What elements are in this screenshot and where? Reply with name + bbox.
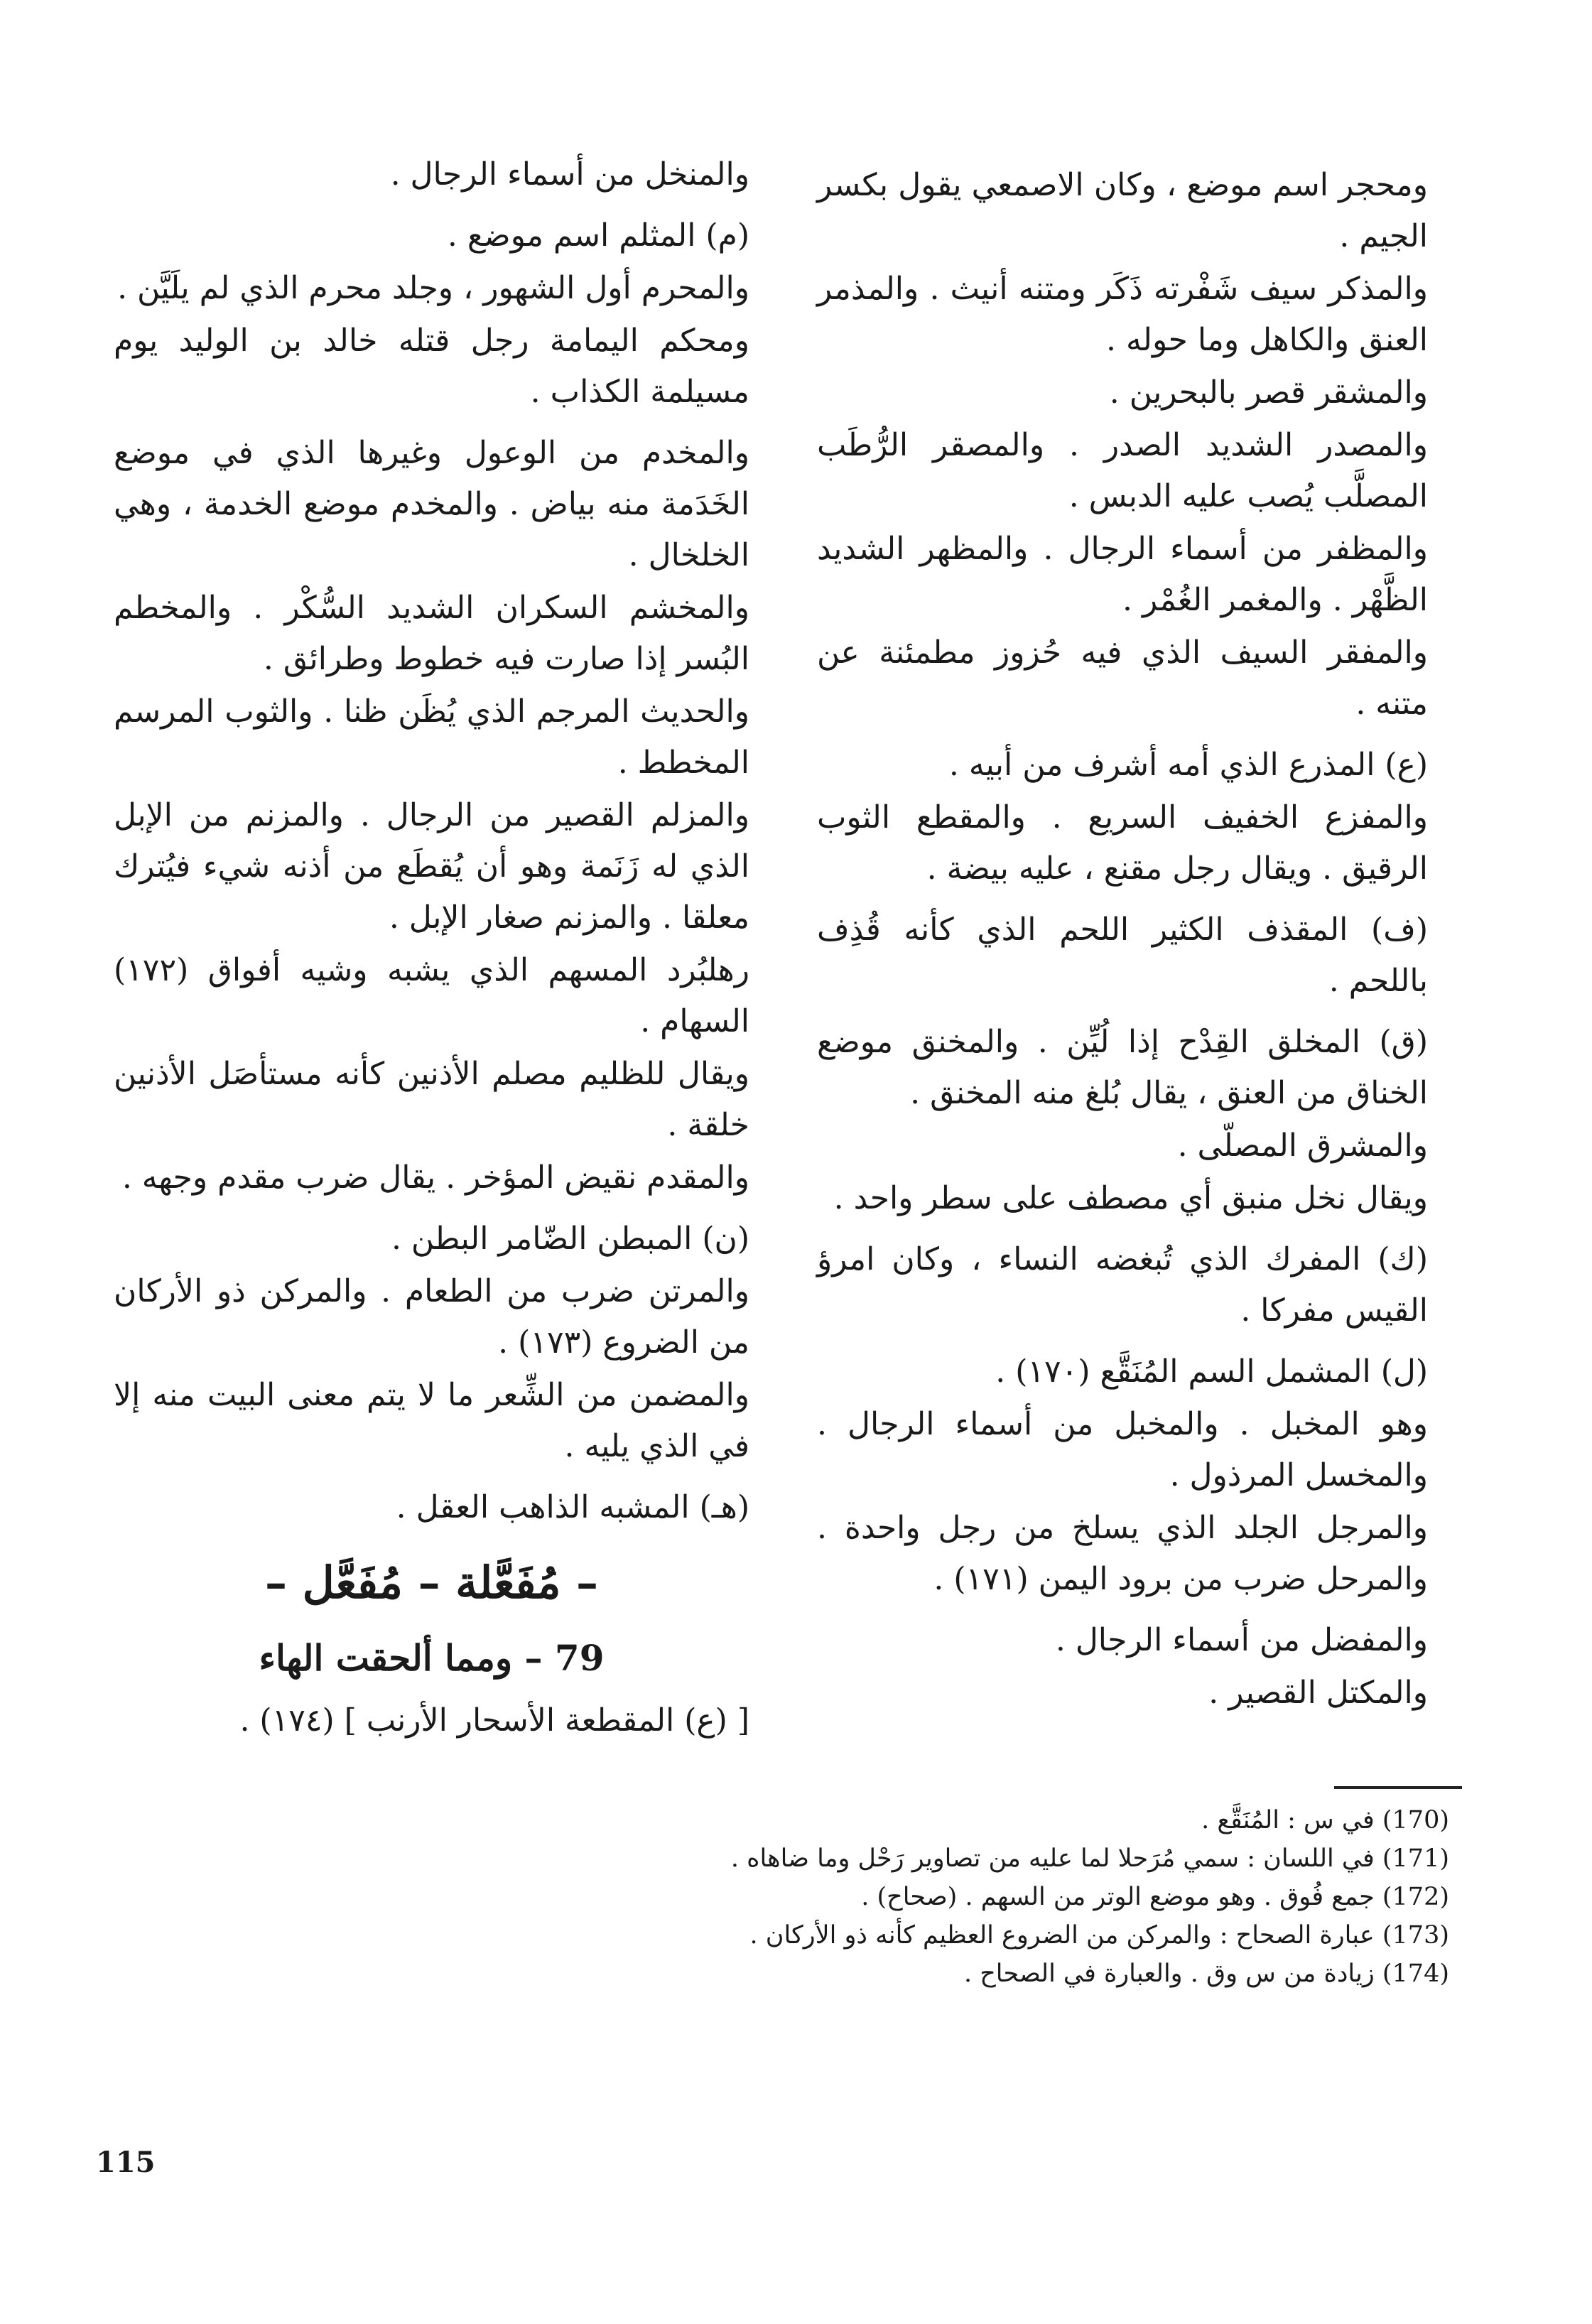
footnote: (173) عبارة الصحاح : والمركن من الضروع العظيم كأنه ذو الأركان .	[749, 1921, 1449, 1950]
section-entry: [ (ع) المقطعة الأسحار الأرنب ] (١٧٤) .	[239, 1702, 749, 1739]
paragraph: (ف) المقذف الكثير اللحم الذي كأنه قُذِف باللحم .	[817, 912, 1428, 999]
footnote-divider	[1334, 1786, 1462, 1789]
paragraph: (م) المثلم اسم موضع .	[447, 217, 749, 254]
paragraph: والمكتل القصير .	[1208, 1675, 1428, 1711]
paragraph: رهلبُرد المسهم الذي يشبه وشيه أفواق (١٧٢) السهام .	[114, 952, 749, 1039]
paragraph: والمنخل من أسماء الرجال .	[390, 156, 749, 193]
section-subheading: 79 – ومما ألحقت الهاء	[259, 1637, 605, 1679]
paragraph: ومحجر اسم موضع ، وكان الاصمعي يقول بكسر الجيم .	[817, 167, 1428, 254]
paragraph: ويقال نخل منبق أي مصطف على سطر واحد .	[833, 1180, 1428, 1216]
footnotes	[639, 1801, 1449, 1993]
paragraph: ومحكم اليمامة رجل قتله خالد بن الوليد يوم مسيلمة الكذاب .	[114, 323, 749, 410]
paragraph: (ن) المبطن الضّامر البطن .	[391, 1221, 749, 1257]
paragraph: والحديث المرجم الذي يُظَن ظنا . والثوب المرسم المخطط .	[114, 693, 749, 781]
page-number: 115	[96, 2146, 156, 2179]
paragraph: والمحرم أول الشهور ، وجلد محرم الذي لم يلَيَّن .	[117, 270, 749, 306]
paragraph: (هـ) المشبه الذاهب العقل .	[396, 1489, 749, 1525]
paragraph: والمذكر سيف شَفْرته ذَكَر ومتنه أنيث . والمذمر العنق والكاهل وما حوله .	[817, 271, 1428, 358]
paragraph: والمشرق المصلّى .	[1177, 1128, 1428, 1164]
paragraph: والمظفر من أسماء الرجال . والمظهر الشديد الظَّهْر . والمغمر الغُمْر .	[817, 531, 1428, 618]
paragraph: والمخشم السكران الشديد السُّكْر . والمخطم البُسر إذا صارت فيه خطوط وطرائق .	[114, 590, 749, 677]
right-text-column	[817, 160, 1428, 1720]
paragraph: وهو المخبل . والمخبل من أسماء الرجال . والمخسل المرذول .	[817, 1406, 1428, 1493]
paragraph: والمفقر السيف الذي فيه حُزوز مطمئنة عن متنه .	[817, 634, 1428, 722]
footnote: (174) زيادة من س وق . والعبارة في الصحاح .	[963, 1960, 1449, 1988]
paragraph: والمرتن ضرب من الطعام . والمركن ذو الأركان من الضروع (١٧٣) .	[114, 1273, 749, 1361]
paragraph: (ل) المشمل السم المُنَقَّع (١٧٠) .	[995, 1353, 1428, 1390]
left-text-column	[114, 149, 749, 1748]
paragraph: والمرجل الجلد الذي يسلخ من رجل واحدة . والمرحل ضرب من برود اليمن (١٧١) .	[817, 1510, 1428, 1597]
paragraph: والمصدر الشديد الصدر . والمصقر الرُّطَب المصلَّب يُصب عليه الدبس .	[817, 427, 1428, 514]
paragraph: والمشقر قصر بالبحرين .	[1109, 374, 1428, 411]
paragraph: والمفضل من أسماء الرجال .	[1055, 1622, 1428, 1658]
paragraph: والمخدم من الوعول وغيرها الذي في موضع الخَدَمة منه بياض . والمخدم موضع الخدمة ، وهي الخلخال .	[114, 435, 749, 573]
footnote: (171) في اللسان : سمي مُرَحلا لما عليه من تصاوير رَحْل وما ضاهاه .	[730, 1844, 1449, 1873]
paragraph: (ع) المذرع الذي أمه أشرف من أبيه .	[948, 747, 1428, 783]
footnote: (170) في س : المُنَقَّع .	[1201, 1806, 1449, 1834]
paragraph: والمزلم القصير من الرجال . والمزنم من الإبل الذي له زَنَمة وهو أن يُقطَع من أذنه شيء فيُترك معلقا . والمزنم صغار الإبل .	[114, 797, 750, 936]
paragraph: (ك) المفرك الذي تُبغضه النساء ، وكان امرؤ القيس مفركا .	[817, 1241, 1428, 1329]
paragraph: (ق) المخلق القِدْح إذا لُيِّن . والمخنق موضع الخناق من العنق ، يقال بُلغ منه المخنق .	[817, 1024, 1428, 1111]
paragraph: والمقدم نقيض المؤخر . يقال ضرب مقدم وجهه .	[121, 1160, 749, 1196]
paragraph: والمضمن من الشِّعر ما لا يتم معنى البيت منه إلا في الذي يليه .	[114, 1377, 749, 1464]
section-heading: – مُفَعَّلة – مُفَعَّل –	[264, 1557, 599, 1609]
footnote: (172) جمع فُوق . وهو موضع الوتر من السهم . (صحاح) .	[861, 1883, 1449, 1911]
paragraph: ويقال للظليم مصلم الأذنين كأنه مستأصَل الأذنين خلقة .	[114, 1056, 749, 1143]
paragraph: والمفزع الخفيف السريع . والمقطع الثوب الرقيق . ويقال رجل مقنع ، عليه بيضة .	[817, 799, 1428, 887]
